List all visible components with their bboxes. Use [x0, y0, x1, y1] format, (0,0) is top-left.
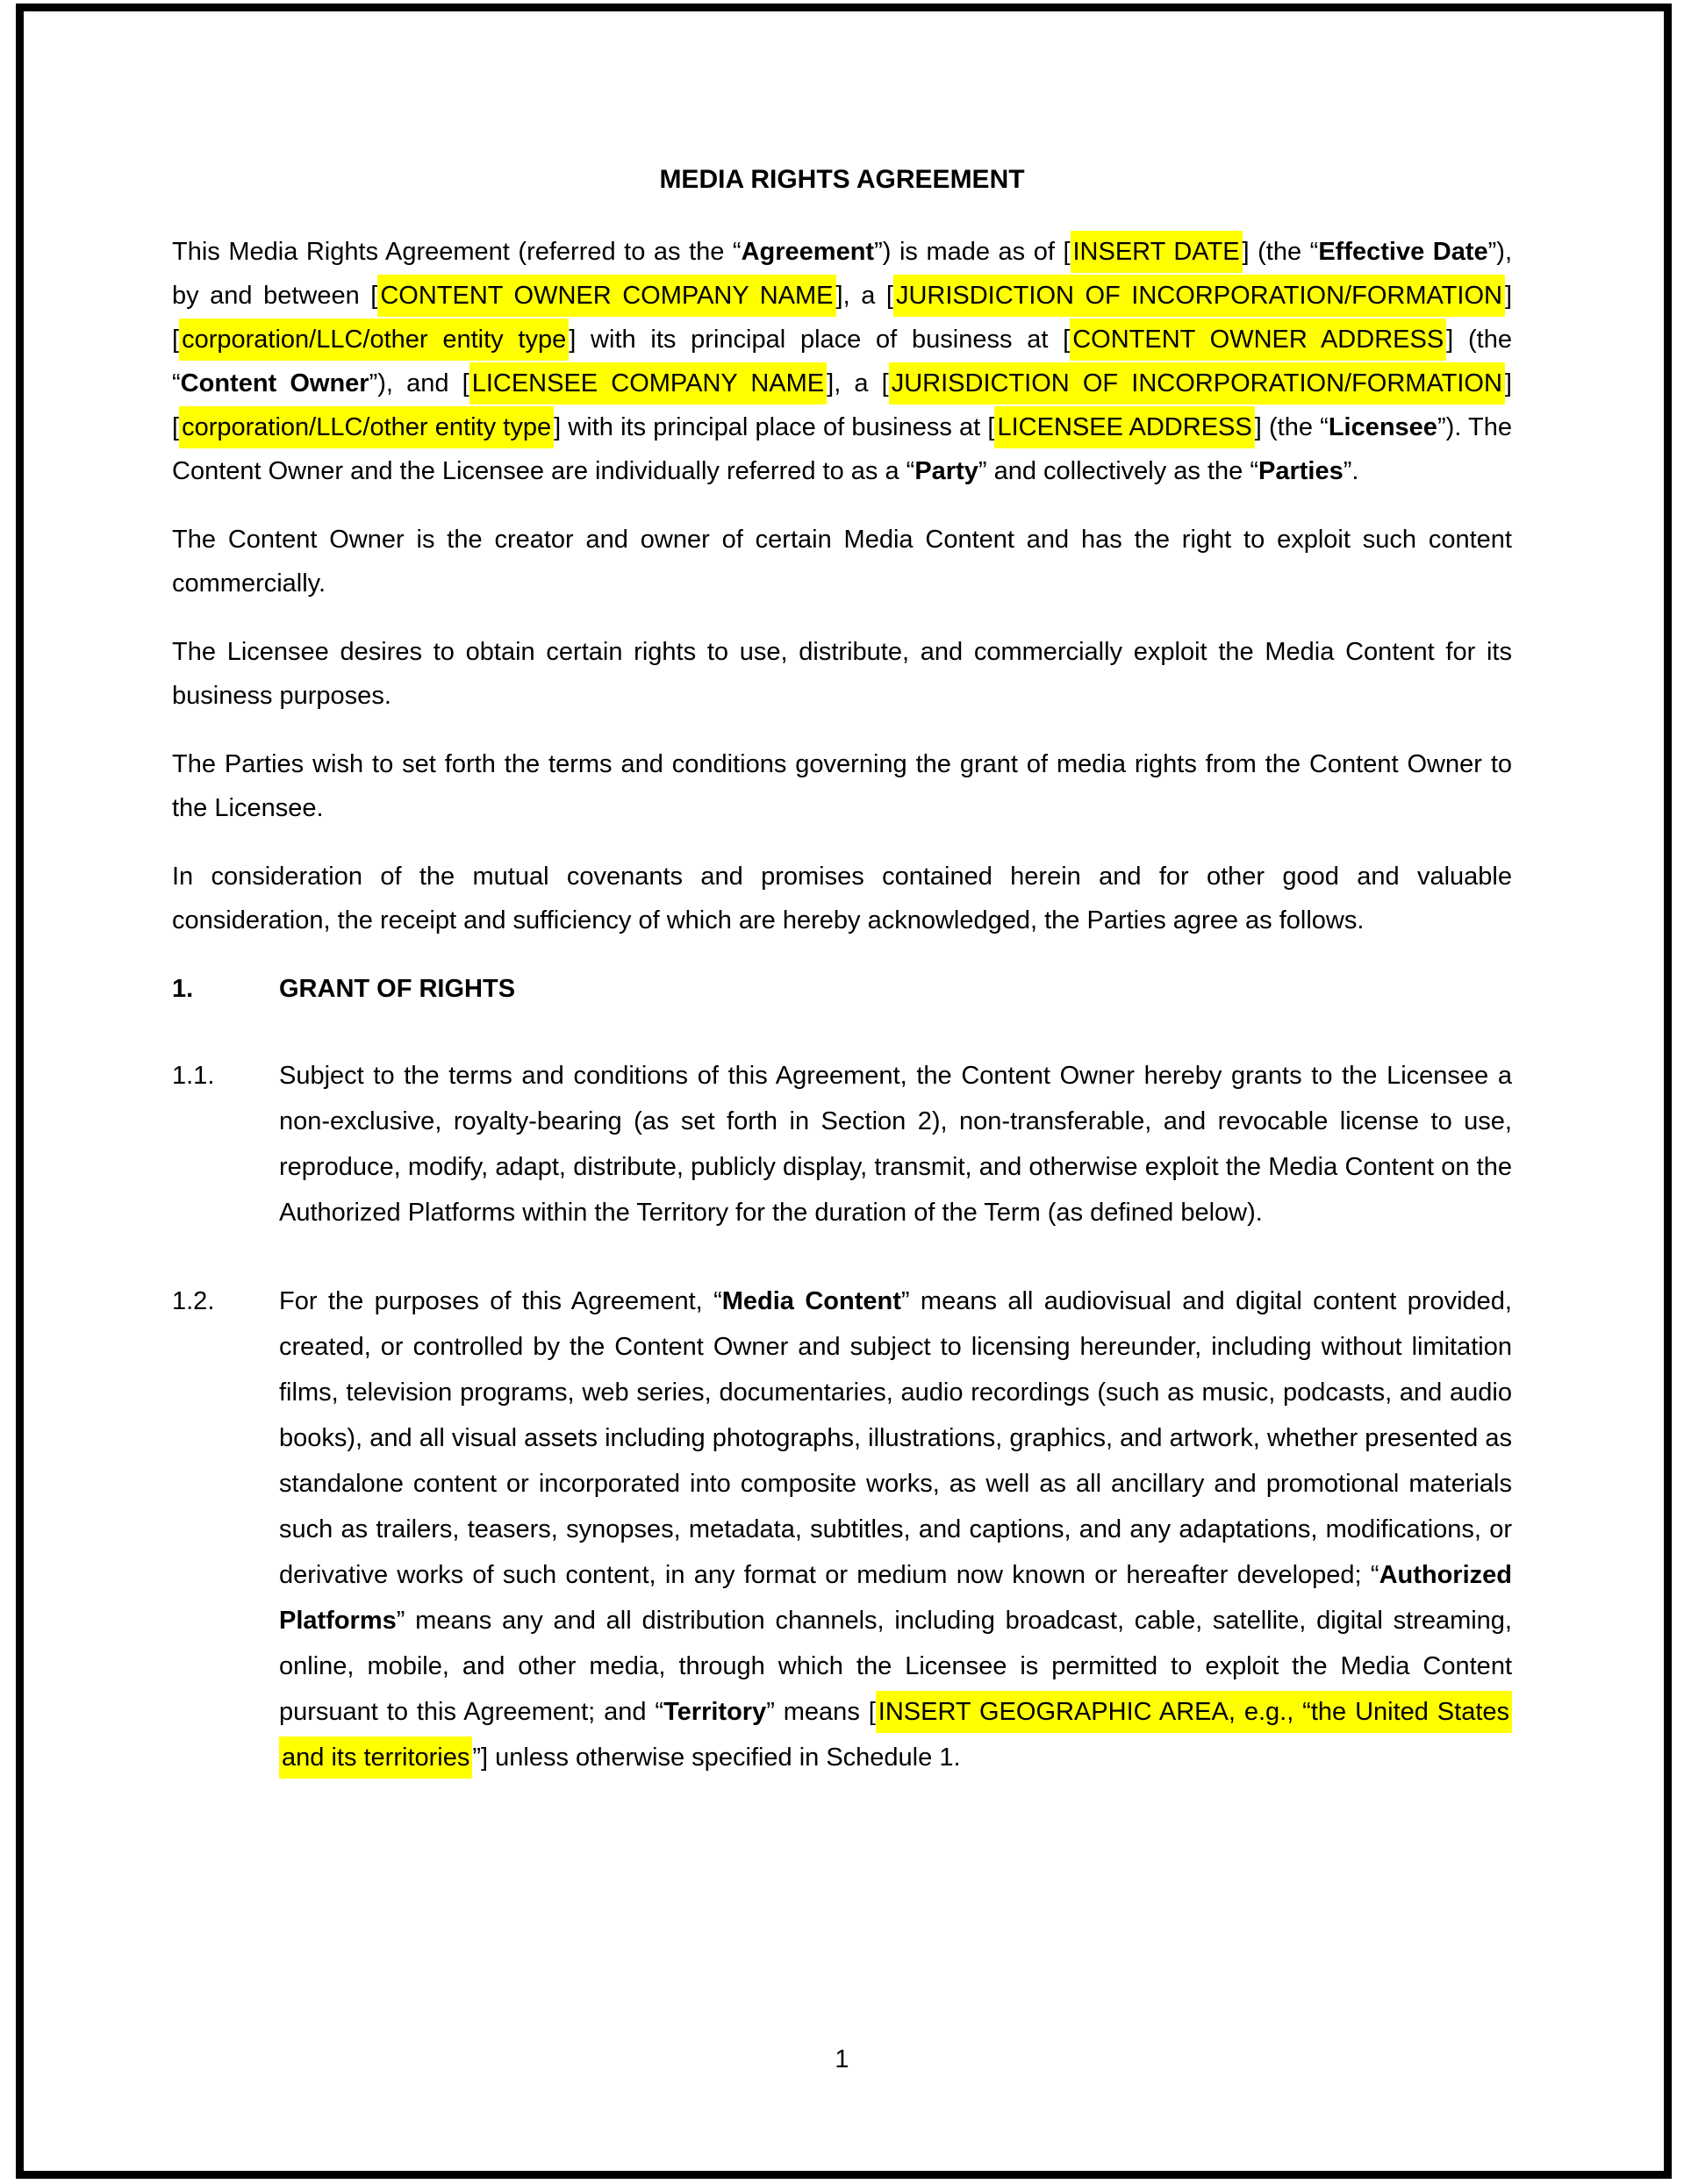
- text-run: ”), and [: [369, 369, 469, 397]
- text-run: ] with its principal place of business at [: [554, 413, 995, 441]
- highlighted-placeholder: corporation/LLC/other entity type: [179, 406, 554, 448]
- text-run: ] (the “: [1254, 413, 1329, 441]
- defined-term: Content Owner: [180, 369, 369, 397]
- defined-term: Licensee: [1328, 413, 1437, 441]
- defined-term: Authorized Platforms: [279, 1561, 1512, 1635]
- text-run: ” means all audiovisual and digital content provided, created, or controlled by the Content Owner and subject to licensing hereunder, including without limitation films, television programs, web series, documentaries, audio recordings (such as music, podcasts, and audio books), and all visual assets including photographs, illustrations, graphics, and artwork, whether presented as standalone content or incorporated into composite works, as well as all ancillary and promotional materials such as trailers, teasers, synopses, metadata, subtitles, and captions, and any adaptations, modifications, or derivative works of such content, in any format or medium now known or hereafter developed; “: [279, 1287, 1512, 1589]
- document-content: [172, 158, 1512, 1823]
- paragraph: [172, 742, 1512, 830]
- page-number: 1: [835, 2045, 849, 2073]
- highlighted-placeholder: CONTENT OWNER ADDRESS: [1070, 319, 1446, 361]
- highlighted-placeholder: LICENSEE ADDRESS: [994, 406, 1254, 448]
- paragraph: [172, 630, 1512, 718]
- text-run: ] with its principal place of business at [: [569, 326, 1071, 354]
- text-run: ” and collectively as the “: [978, 457, 1259, 485]
- text-run: ] (the “: [1242, 238, 1319, 266]
- text-run: ], a [: [827, 369, 889, 397]
- text-run: ] [: [172, 369, 1512, 441]
- text-run: In consideration of the mutual covenants and promises contained herein and for other good and valuable consideration, the receipt and sufficiency of which are hereby acknowledged, the Parties agree as follows.: [172, 863, 1512, 934]
- text-run: ”] unless otherwise specified in Schedule 1.: [472, 1744, 961, 1772]
- clause-body: [279, 1278, 1512, 1780]
- text-run: ” means [: [766, 1698, 876, 1726]
- text-run: For the purposes of this Agreement, “: [279, 1287, 722, 1315]
- highlighted-placeholder: corporation/LLC/other entity type: [179, 319, 569, 361]
- clause-body: [279, 1053, 1512, 1235]
- defined-term: Party: [914, 457, 978, 485]
- highlighted-placeholder: CONTENT OWNER COMPANY NAME: [377, 275, 835, 317]
- text-run: ”.: [1343, 457, 1359, 485]
- text-run: The Licensee desires to obtain certain rights to use, distribute, and commercially exploit the Media Content for its business purposes.: [172, 638, 1512, 710]
- paragraph: [172, 518, 1512, 605]
- text-run: ”) is made as of [: [874, 238, 1071, 266]
- clause: [172, 1053, 1512, 1235]
- highlighted-placeholder: LICENSEE COMPANY NAME: [469, 362, 827, 405]
- defined-term: Media Content: [721, 1287, 901, 1315]
- text-run: ”). The Content Owner and the Licensee are individually referred to as a “: [172, 413, 1512, 485]
- defined-term: Agreement: [741, 238, 875, 266]
- section-number: 1.: [172, 975, 194, 1003]
- text-run: The Parties wish to set forth the terms and conditions governing the grant of media rights from the Content Owner to the Licensee.: [172, 750, 1512, 822]
- clause-number: 1.2.: [172, 1287, 215, 1315]
- text-run: ] (the “: [172, 326, 1512, 397]
- text-run: This Media Rights Agreement (referred to as the “: [172, 238, 742, 266]
- section-heading: [172, 967, 1512, 1011]
- defined-term: Parties: [1258, 457, 1344, 485]
- text-run: ”), by and between [: [172, 238, 1512, 310]
- clause-number: 1.1.: [172, 1062, 215, 1090]
- paragraph: [172, 230, 1512, 493]
- defined-term: Effective Date: [1318, 238, 1488, 266]
- text-run: ] [: [172, 282, 1513, 354]
- highlighted-placeholder: JURISDICTION OF INCORPORATION/FORMATION: [893, 275, 1505, 317]
- document-title: MEDIA RIGHTS AGREEMENT: [659, 165, 1025, 194]
- text-run: ], a [: [835, 282, 893, 310]
- highlighted-placeholder: INSERT GEOGRAPHIC AREA, e.g., “the United States and its territories: [279, 1691, 1512, 1779]
- highlighted-placeholder: INSERT DATE: [1071, 231, 1243, 273]
- text-run: Subject to the terms and conditions of this Agreement, the Content Owner hereby grants to the Licensee a non-exclusive, royalty-bearing (as set forth in Section 2), non-transferable, and revocable license to use, reproduce, modify, adapt, distribute, publicly display, transmit, and otherwise exploit the Media Content on the Authorized Platforms within the Territory for the duration of the Term (as defined below).: [279, 1062, 1512, 1227]
- highlighted-placeholder: JURISDICTION OF INCORPORATION/FORMATION: [889, 362, 1505, 405]
- defined-term: Territory: [663, 1698, 767, 1726]
- text-run: The Content Owner is the creator and owner of certain Media Content and has the right to exploit such content commercially.: [172, 526, 1512, 598]
- text-run: ” means any and all distribution channels, including broadcast, cable, satellite, digital streaming, online, mobile, and other media, through which the Licensee is permitted to exploit the Media Content pursuant to this Agreement; and “: [279, 1607, 1512, 1726]
- paragraph: [172, 855, 1512, 942]
- section-title: GRANT OF RIGHTS: [279, 975, 516, 1003]
- clause: [172, 1278, 1512, 1780]
